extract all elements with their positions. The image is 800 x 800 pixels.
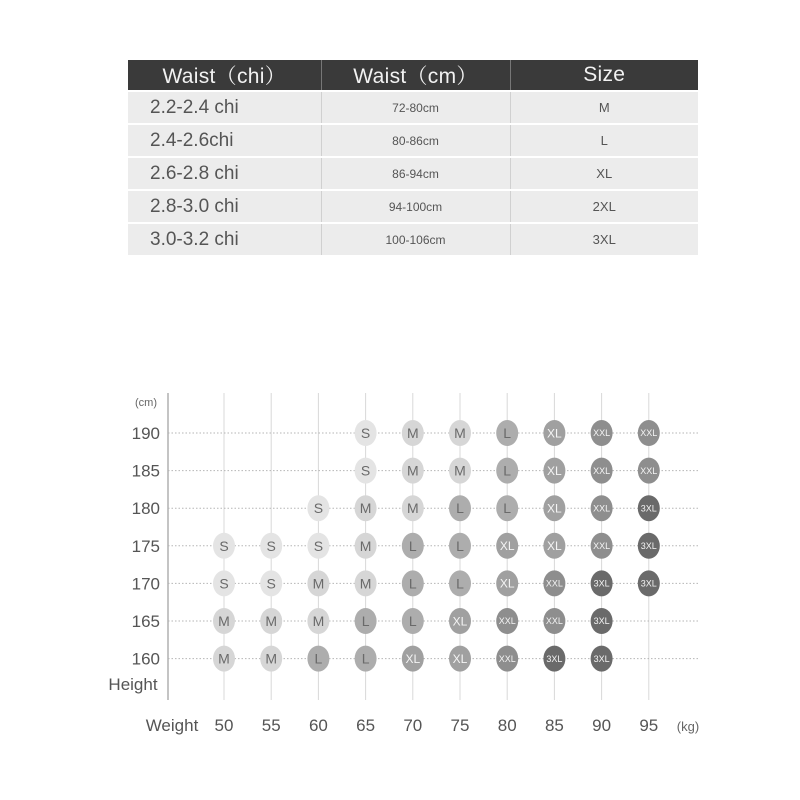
y-tick-label: 165 [131, 612, 160, 631]
size-marker-label: S [360, 462, 371, 479]
size-marker-label: 3XL [593, 653, 610, 664]
size-marker-label: XXL [593, 465, 611, 476]
size-marker-label: 3XL [640, 578, 657, 589]
size-marker-label: M [454, 425, 466, 442]
size-cell: 3XL [510, 223, 698, 255]
size-marker-label: L [408, 537, 417, 554]
size-cell: 2XL [510, 190, 698, 223]
size-cell: L [510, 124, 698, 157]
x-tick-label: 50 [214, 716, 234, 735]
size-marker-label: XXL [640, 465, 658, 476]
x-tick-label: 95 [639, 716, 659, 735]
x-axis-label: Weight [145, 716, 199, 735]
x-tick-label: 70 [403, 716, 423, 735]
size-marker-label: XXL [593, 428, 611, 439]
x-tick-label: 65 [356, 716, 376, 735]
size-marker-label: M [406, 500, 419, 517]
size-marker-label: XXL [545, 616, 563, 627]
size-marker-label: M [218, 650, 230, 667]
waist-cm-cell: 94-100cm [321, 190, 510, 223]
size-marker-label: 3XL [546, 653, 563, 664]
x-tick-label: 90 [592, 716, 612, 735]
size-marker-label: M [312, 575, 325, 592]
size-marker-label: S [219, 575, 229, 592]
size-marker-label: L [503, 500, 512, 517]
size-marker-label: M [312, 613, 325, 630]
waist-chi-cell: 2.6-2.8 chi [128, 157, 321, 190]
size-marker-label: M [265, 650, 278, 667]
y-tick-label: 190 [131, 424, 160, 443]
waist-chi-cell: 2.2-2.4 chi [128, 91, 321, 124]
size-marker-label: XL [547, 426, 562, 441]
size-marker-label: XXL [498, 616, 516, 627]
size-marker-label: XL [547, 463, 562, 478]
waist-cm-cell: 100-106cm [321, 223, 510, 255]
size-marker-label: M [218, 613, 230, 630]
size-marker-label: 3XL [593, 578, 610, 589]
size-marker-label: XL [499, 576, 515, 591]
y-tick-label: 185 [131, 461, 160, 481]
waist-cm-cell: 72-80cm [321, 91, 510, 124]
size-marker-label: 3XL [640, 541, 657, 552]
size-marker-label: XXL [498, 653, 516, 664]
size-marker-label: L [503, 425, 512, 442]
size-marker-label: L [408, 575, 417, 592]
size-cell: XL [510, 157, 698, 190]
size-marker-label: M [265, 613, 278, 630]
size-marker-label: L [361, 613, 370, 630]
waist-chi-cell: 2.4-2.6chi [128, 124, 321, 157]
x-tick-label: 80 [497, 716, 517, 735]
header-waist-cm: Waist（cm） [321, 60, 510, 91]
size-marker-label: M [359, 537, 372, 554]
header-waist-chi: Waist（chi） [128, 60, 321, 91]
size-marker-label: XL [547, 501, 562, 516]
x-tick-label: 75 [450, 716, 470, 735]
waist-cm-cell: 86-94cm [321, 157, 510, 190]
size-marker-label: XL [452, 651, 468, 666]
x-tick-label: 85 [544, 716, 564, 735]
size-marker-label: S [219, 537, 229, 554]
size-marker-label: XL [499, 539, 515, 554]
header-size: Size [510, 60, 698, 91]
y-axis-label: Height [108, 675, 158, 694]
y-tick-label: 175 [131, 536, 160, 556]
y-tick-label: 180 [131, 499, 160, 519]
size-marker-label: XXL [593, 503, 611, 514]
y-tick-label: 160 [131, 649, 160, 669]
size-marker-label: M [359, 500, 372, 517]
size-marker-label: XL [405, 651, 421, 666]
size-marker-label: L [456, 500, 464, 517]
size-marker-label: M [406, 425, 419, 442]
waist-chi-cell: 2.8-3.0 chi [128, 190, 321, 223]
size-marker-label: M [406, 462, 419, 479]
size-marker-label: L [408, 613, 417, 630]
size-marker-label: 3XL [593, 616, 610, 627]
y-tick-label: 170 [131, 574, 160, 594]
size-marker-label: S [266, 537, 276, 554]
size-marker-label: L [503, 462, 512, 479]
size-marker-label: XXL [545, 578, 563, 589]
y-unit-label: (cm) [135, 397, 157, 409]
size-marker-label: L [456, 537, 464, 554]
size-marker-label: M [359, 575, 372, 592]
size-marker-label: M [454, 462, 466, 479]
size-marker-label: XXL [593, 541, 611, 552]
size-marker-label: XL [547, 539, 562, 554]
size-marker-label: XL [452, 614, 468, 629]
size-marker-label: XXL [640, 428, 658, 439]
size-marker-label: L [361, 650, 370, 667]
size-marker-label: L [314, 650, 323, 667]
size-marker-label: S [266, 575, 276, 592]
waist-chi-cell: 3.0-3.2 chi [128, 223, 321, 255]
size-cell: M [510, 91, 698, 124]
size-marker-label: S [313, 537, 324, 554]
size-marker-label: L [456, 575, 464, 592]
waist-cm-cell: 80-86cm [321, 124, 510, 157]
size-marker-label: S [360, 425, 371, 442]
x-unit-label: (kg) [676, 719, 700, 734]
x-tick-label: 60 [308, 716, 328, 735]
x-tick-label: 55 [261, 716, 281, 735]
size-marker-label: 3XL [640, 503, 657, 514]
size-marker-label: S [313, 500, 324, 517]
